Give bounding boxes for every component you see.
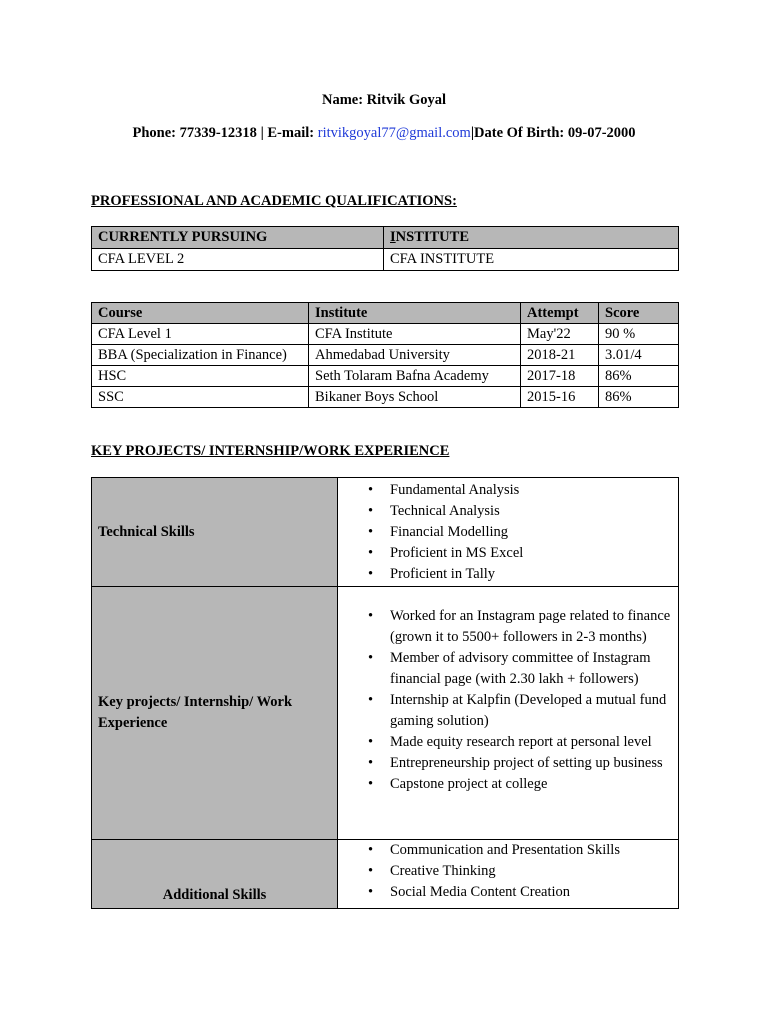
table-row: [92, 387, 679, 408]
score-cell: 86%: [599, 366, 679, 387]
institute-cell: Ahmedabad University: [309, 345, 521, 366]
additional-skills-label: Additional Skills: [92, 840, 338, 909]
header-institute-rest: NSTITUTE: [395, 229, 469, 245]
table-row: [92, 324, 679, 345]
course-cell: SSC: [92, 387, 309, 408]
name-line: [0, 92, 768, 109]
dob-value: 09-07-2000: [567, 125, 636, 141]
score-cell: 3.01/4: [599, 345, 679, 366]
list-item: • Proficient in MS Excel: [390, 543, 672, 564]
list-item: • Social Media Content Creation: [390, 882, 672, 903]
projects-label-line1: Key projects/ Internship/ Work: [98, 694, 293, 710]
header-institute: [384, 227, 679, 249]
course-cell: BBA (Specialization in Finance): [92, 345, 309, 366]
header-institute-initial: I: [390, 229, 396, 245]
email-label: | E-mail:: [260, 125, 315, 141]
institute-cell: Seth Tolaram Bafna Academy: [309, 366, 521, 387]
header-currently-pursuing: CURRENTLY PURSUING: [92, 227, 384, 249]
institute-cell: CFA Institute: [309, 324, 521, 345]
list-item: • Entrepreneurship project of setting up business: [390, 753, 672, 774]
technical-skills-list: [366, 478, 672, 585]
technical-skills-cell: [338, 478, 679, 587]
additional-skills-cell: [338, 840, 679, 909]
current-institute-cell: CFA INSTITUTE: [384, 249, 679, 271]
list-item: • Internship at Kalpfin (Developed a mutual fund gaming solution): [390, 690, 672, 732]
additional-skills-row: [92, 840, 679, 909]
list-item: • Member of advisory committee of Instagram financial page (with 2.30 lakh + followers): [390, 648, 672, 690]
attempt-cell: 2015-16: [521, 387, 599, 408]
score-cell: 90 %: [599, 324, 679, 345]
technical-skills-row: [92, 478, 679, 587]
attempt-cell: 2018-21: [521, 345, 599, 366]
score-cell: 86%: [599, 387, 679, 408]
phone-label: Phone:: [132, 125, 176, 141]
current-pursuing-table: [91, 226, 679, 271]
list-item: • Worked for an Instagram page related to finance (grown it to 5500+ followers in 2-3 months): [390, 606, 672, 648]
course-cell: CFA Level 1: [92, 324, 309, 345]
projects-cell: [338, 587, 679, 840]
list-item: • Fundamental Analysis: [390, 480, 672, 501]
list-item: • Technical Analysis: [390, 501, 672, 522]
projects-label-line2: Experience: [98, 715, 168, 731]
attempt-cell: 2017-18: [521, 366, 599, 387]
header-course: Course: [92, 303, 309, 324]
list-item: • Financial Modelling: [390, 522, 672, 543]
projects-row: [92, 587, 679, 840]
table-header-row: [92, 303, 679, 324]
dob-label: |Date Of Birth:: [470, 125, 565, 141]
projects-list: [366, 587, 672, 795]
table-header-row: [92, 227, 679, 249]
table-row: [92, 249, 679, 271]
experience-table: [91, 477, 679, 909]
header-score: Score: [599, 303, 679, 324]
table-row: [92, 366, 679, 387]
experience-heading: KEY PROJECTS/ INTERNSHIP/WORK EXPERIENCE: [91, 443, 450, 459]
current-course-cell: CFA LEVEL 2: [92, 249, 384, 271]
list-item: • Communication and Presentation Skills: [390, 840, 672, 861]
name-label: Name:: [321, 92, 364, 108]
course-cell: HSC: [92, 366, 309, 387]
phone-value: 77339-12318: [179, 125, 257, 141]
list-item: • Made equity research report at personal level: [390, 732, 672, 753]
contact-line: [0, 125, 768, 142]
list-item: • Creative Thinking: [390, 861, 672, 882]
qualifications-heading: PROFESSIONAL AND ACADEMIC QUALIFICATIONS:: [91, 193, 457, 209]
technical-skills-label: Technical Skills: [92, 478, 338, 587]
email-link[interactable]: ritvikgoyal77@gmail.com: [317, 125, 471, 141]
courses-table: [91, 302, 679, 408]
list-item: • Proficient in Tally: [390, 564, 672, 585]
attempt-cell: May'22: [521, 324, 599, 345]
projects-label: [92, 587, 338, 840]
candidate-name: Ritvik Goyal: [366, 92, 447, 108]
table-row: [92, 345, 679, 366]
institute-cell: Bikaner Boys School: [309, 387, 521, 408]
additional-skills-list: [366, 840, 672, 903]
list-item: • Capstone project at college: [390, 774, 672, 795]
header-institute: Institute: [309, 303, 521, 324]
header-attempt: Attempt: [521, 303, 599, 324]
